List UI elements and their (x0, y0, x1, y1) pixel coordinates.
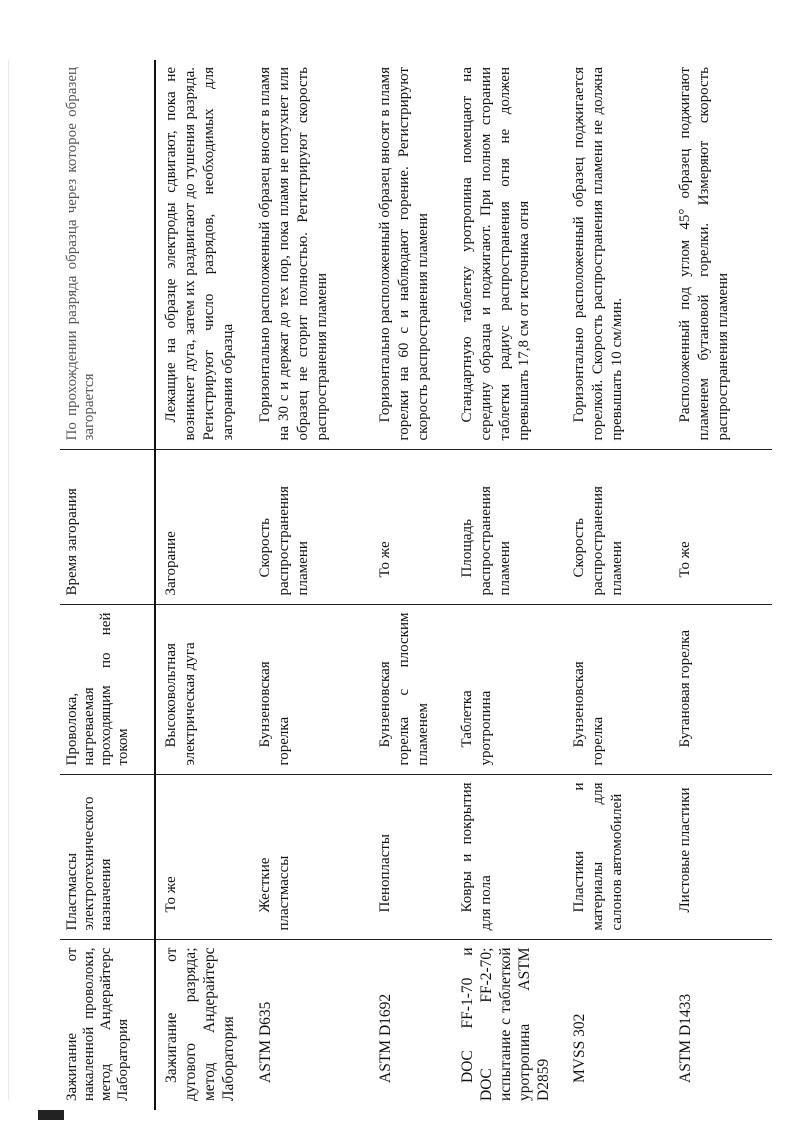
cell-description: Горизонтально расположенный образец поджигается горелкой. Скорость распространения пламени не должна превышать 10 см/мин. (571, 67, 625, 441)
cell-description: Стандартную таблетку уротропина помещают на середину образца и поджигают. При полном сгорании таблетки радиус распространения огня не должен превышать 17,8 см от источника огня (459, 67, 532, 441)
header-parameter: Время загорания (60, 450, 155, 605)
cell-description: Горизонтально расположенный образец вносят в пламя на 30 с и держат до тех пор, пока пламя не потухнет или образец не сгорит полностью. Регистрируют скорость распространения пламени (257, 67, 330, 441)
scan-artifact-mark (38, 1110, 64, 1120)
cell-parameter: То же (370, 450, 452, 605)
cell-parameter: Скорость распространения пламени (564, 450, 670, 605)
cell-parameter: Загорание (155, 450, 250, 605)
table-row (250, 60, 370, 1110)
table-row (670, 60, 772, 1110)
header-method: Зажигание от накаленной проволоки, метод Андерайтерс Лаборатория (60, 940, 155, 1110)
cell-material: Пенопласты (370, 775, 452, 940)
cell-material: Листовые пластики (670, 775, 772, 940)
header-description: По прохождении разряда образца через которое образец загорается (60, 60, 155, 450)
cell-source: Бутановая горелка (670, 605, 772, 775)
cell-parameter: Площадь распространения пламени (452, 450, 564, 605)
cell-description: Лежащие на образце электроды сдвигают, пока не возникнет дуга, затем их раздвигают до тушения разряда. Регистрируют число разрядов, необходимых для загорания образца (163, 67, 236, 441)
table-row (155, 60, 250, 1110)
flammability-test-table (60, 60, 772, 1110)
cell-method: MVSS 302 (564, 940, 670, 1110)
cell-material: Ковры и покрытия для пола (452, 775, 564, 940)
rotated-table-page (60, 60, 750, 1110)
cell-parameter: Скорость распространения пламени (250, 450, 370, 605)
page-edge (8, 60, 9, 1100)
cell-material: Пластики и материалы для салонов автомобилей (564, 775, 670, 940)
header-source: Проволока, нагреваемая проходящим по ней током (60, 605, 155, 775)
table-row (564, 60, 670, 1110)
cell-source: Бунзеновская горелка с плоским пламенем (370, 605, 452, 775)
header-material: Пластмассы электротехнического назначения (60, 775, 155, 940)
cell-method: ASTM D1433 (670, 940, 772, 1110)
table-row (452, 60, 564, 1110)
cell-source: Таблетка уротропина (452, 605, 564, 775)
cell-method: ASTM D635 (250, 940, 370, 1110)
cell-source: Бунзеновская горелка (250, 605, 370, 775)
cell-parameter: То же (670, 450, 772, 605)
table-header-row (60, 60, 155, 1110)
cell-description: Расположенный под углом 45° образец поджигают пламенем бутановой горелки. Измеряют скорость распространения пламени (677, 67, 731, 441)
cell-method: DOC FF-1-70 и DOC FF-2-70; испытание с таблеткой уротропина ASTM D2859 (452, 940, 564, 1110)
cell-method: ASTM D1692 (370, 940, 452, 1110)
cell-source: Высоковольтная электрическая дуга (155, 605, 250, 775)
cell-material: Жесткие пластмассы (250, 775, 370, 940)
cell-method: Зажигание от дугового разряда; метод Андерайтерс Лаборатория (155, 940, 250, 1110)
cell-source: Бунзеновская горелка (564, 605, 670, 775)
cell-description: Горизонтально расположенный образец вносят в пламя горелки на 60 с и наблюдают горение. Регистрируют скорость распространения пламени (377, 67, 431, 441)
table-row (370, 60, 452, 1110)
cell-material: То же (155, 775, 250, 940)
